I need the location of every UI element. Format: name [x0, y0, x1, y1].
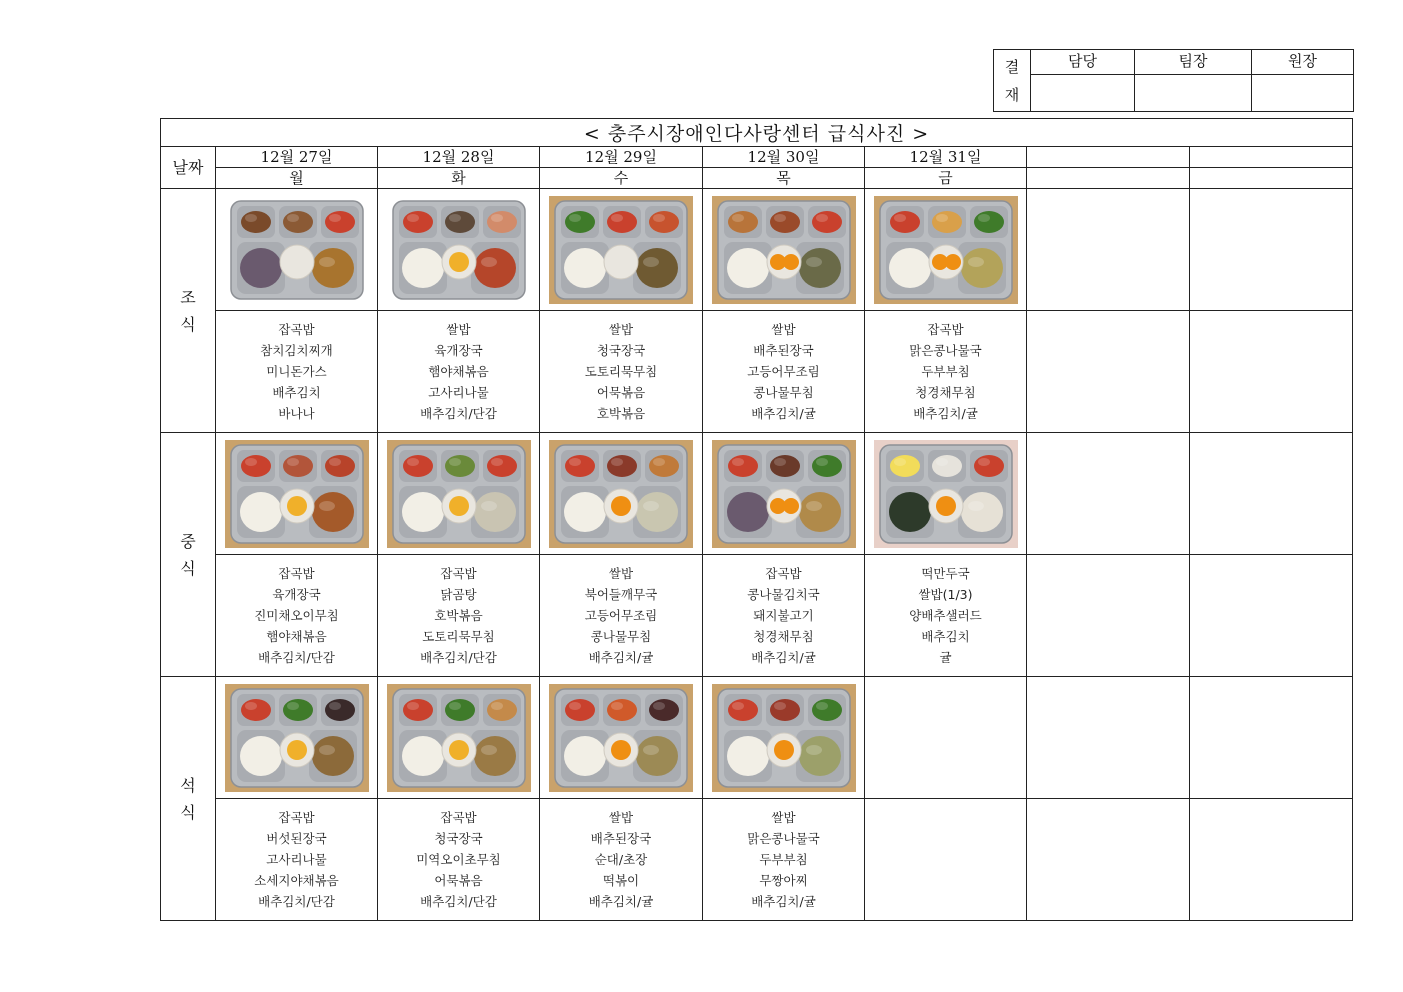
menu-item: 배추김치/귤 [751, 406, 816, 421]
menu-item: 미니돈가스 [266, 364, 327, 379]
dinner-photo-2 [387, 684, 531, 792]
menu-item: 콩나물김치국 [747, 587, 820, 602]
menu-item: 쌀밥 [608, 322, 634, 337]
menu-cell [216, 311, 378, 433]
menu-item: 배추된장국 [590, 831, 652, 846]
date-cell: 12월 31일 [865, 147, 1027, 168]
dinner-photo-3 [549, 684, 693, 792]
menu-item: 배추김치/귤 [751, 650, 816, 665]
photo-cell [1027, 189, 1190, 311]
menu-cell [865, 799, 1027, 921]
photo-cell [1027, 677, 1190, 799]
photo-cell [540, 433, 703, 555]
menu-cell [703, 799, 865, 921]
menu-item: 쌀밥 [446, 322, 471, 337]
menu-item: 떡만두국 [921, 566, 970, 581]
weekday-cell: 금 [865, 168, 1027, 189]
menu-item: 양배추샐러드 [909, 608, 982, 623]
menu-item: 순대/초장 [594, 852, 648, 867]
menu-item: 육개장국 [272, 587, 321, 602]
menu-item: 배추김치/단감 [420, 894, 497, 909]
sign-director [1252, 75, 1354, 112]
menu-item: 쌀밥 [608, 810, 634, 825]
role-staff: 담당 [1031, 50, 1135, 75]
menu-item: 육개장국 [434, 343, 483, 358]
role-director: 원장 [1252, 50, 1354, 75]
approval-box [993, 49, 1354, 112]
menu-item: 맑은콩나물국 [747, 831, 820, 846]
menu-cell [378, 799, 540, 921]
photo-cell [540, 677, 703, 799]
menu-item: 고등어무조림 [584, 608, 658, 623]
menu-item: 도토리묵무침 [584, 364, 658, 379]
menu-item: 잡곡밥 [278, 566, 315, 581]
menu-item: 햄야채볶음 [266, 629, 327, 644]
menu-item: 참치김치찌개 [260, 343, 333, 358]
menu-item: 배추김치/귤 [751, 894, 816, 909]
date-cell: 12월 30일 [703, 147, 865, 168]
meal-label-char: 식 [180, 802, 196, 822]
menu-item: 배추김치/귤 [913, 406, 978, 421]
approval-label [994, 50, 1031, 112]
menu-item: 미역오이초무침 [416, 852, 501, 867]
menu-item: 청국장국 [596, 343, 646, 358]
menu-item: 잡곡밥 [278, 322, 315, 337]
menu-cell [703, 311, 865, 433]
menu-item: 청경채무침 [915, 385, 976, 400]
menu-cell [1027, 555, 1190, 677]
menu-item: 버섯된장국 [266, 831, 327, 846]
menu-item: 쌀밥 [771, 322, 796, 337]
menu-item: 두부부침 [759, 852, 808, 867]
menu-item: 고사리나물 [428, 385, 489, 400]
approval-label-2: 재 [1004, 85, 1020, 104]
menu-item: 청국장국 [434, 831, 483, 846]
meal-label [161, 433, 216, 677]
menu-cell [1027, 799, 1190, 921]
dinner-photo-4 [712, 684, 856, 792]
menu-item: 잡곡밥 [927, 322, 964, 337]
menu-item: 잡곡밥 [440, 810, 477, 825]
menu-item: 콩나물무침 [753, 385, 814, 400]
menu-item: 배추김치/단감 [258, 894, 335, 909]
menu-item: 배추된장국 [753, 343, 814, 358]
menu-cell [540, 799, 703, 921]
menu-item: 떡볶이 [602, 873, 640, 888]
lunch-photo-5 [874, 440, 1018, 548]
menu-item: 배추김치/단감 [258, 650, 335, 665]
menu-item: 배추김치/단감 [420, 650, 497, 665]
sign-team-leader [1135, 75, 1252, 112]
menu-item: 콩나물무침 [590, 629, 652, 644]
date-cell [1027, 147, 1190, 168]
menu-cell [216, 799, 378, 921]
menu-cell [540, 555, 703, 677]
menu-cell [1190, 799, 1353, 921]
date-label: 날짜 [161, 147, 216, 189]
photo-cell [1190, 433, 1353, 555]
breakfast-photo-3 [549, 196, 693, 304]
photo-cell [865, 433, 1027, 555]
menu-item: 귤 [939, 650, 952, 665]
menu-item: 두부부침 [921, 364, 970, 379]
meal-photo-table [160, 118, 1353, 921]
menu-item: 쌀밥 [771, 810, 796, 825]
photo-cell [865, 189, 1027, 311]
photo-cell [216, 677, 378, 799]
weekday-cell [1190, 168, 1353, 189]
menu-item: 북어들깨무국 [584, 587, 658, 602]
lunch-photo-2 [387, 440, 531, 548]
photo-cell [703, 189, 865, 311]
breakfast-photo-2 [387, 196, 531, 304]
menu-item: 닭곰탕 [440, 587, 477, 602]
menu-item: 어묵볶음 [596, 385, 646, 400]
menu-item: 고사리나물 [266, 852, 327, 867]
meal-label-char: 중 [180, 531, 196, 551]
photo-cell [378, 677, 540, 799]
breakfast-photo-4 [712, 196, 856, 304]
photo-cell [703, 677, 865, 799]
meal-label [161, 189, 216, 433]
menu-item: 쌀밥(1/3) [918, 587, 973, 602]
menu-item: 햄야채볶음 [428, 364, 489, 379]
role-team-leader: 팀장 [1135, 50, 1252, 75]
photo-cell [378, 433, 540, 555]
menu-item: 호박볶음 [434, 608, 483, 623]
photo-cell [1027, 433, 1190, 555]
menu-item: 맑은콩나물국 [909, 343, 982, 358]
sign-staff [1031, 75, 1135, 112]
menu-item: 배추김치 [921, 629, 970, 644]
menu-item: 고등어무조림 [747, 364, 820, 379]
menu-item: 어묵볶음 [434, 873, 483, 888]
approval-label-1: 결 [1004, 57, 1020, 76]
lunch-photo-4 [712, 440, 856, 548]
meal-label-char: 식 [180, 558, 196, 578]
menu-cell [540, 311, 703, 433]
photo-cell [378, 189, 540, 311]
menu-cell [216, 555, 378, 677]
menu-item: 잡곡밥 [440, 566, 477, 581]
date-cell [1190, 147, 1353, 168]
weekday-cell: 목 [703, 168, 865, 189]
date-cell: 12월 28일 [378, 147, 540, 168]
menu-cell [1027, 311, 1190, 433]
photo-cell [540, 189, 703, 311]
menu-cell [865, 311, 1027, 433]
menu-cell [703, 555, 865, 677]
menu-cell [1190, 311, 1353, 433]
menu-cell [378, 555, 540, 677]
photo-cell [1190, 677, 1353, 799]
menu-item: 잡곡밥 [278, 810, 315, 825]
meal-label-char: 조 [180, 287, 196, 307]
menu-cell [865, 555, 1027, 677]
photo-cell [1190, 189, 1353, 311]
lunch-photo-3 [549, 440, 693, 548]
weekday-cell: 수 [540, 168, 703, 189]
menu-item: 배추김치 [272, 385, 321, 400]
menu-item: 바나나 [278, 406, 315, 421]
lunch-photo-1 [225, 440, 369, 548]
breakfast-photo-5 [874, 196, 1018, 304]
dinner-photo-1 [225, 684, 369, 792]
photo-cell [703, 433, 865, 555]
menu-item: 청경채무침 [753, 629, 814, 644]
meal-label [161, 677, 216, 921]
menu-item: 잡곡밥 [765, 566, 802, 581]
menu-item: 쌀밥 [608, 566, 634, 581]
photo-cell [216, 433, 378, 555]
photo-cell [865, 677, 1027, 799]
menu-item: 도토리묵무침 [422, 629, 495, 644]
menu-item: 무짱아찌 [759, 873, 808, 888]
menu-cell [1190, 555, 1353, 677]
meal-label-char: 식 [180, 314, 196, 334]
menu-item: 진미채오이무침 [254, 608, 339, 623]
menu-item: 배추김치/귤 [588, 894, 654, 909]
meal-label-char: 석 [180, 775, 196, 795]
breakfast-photo-1 [225, 196, 369, 304]
menu-item: 돼지불고기 [753, 608, 814, 623]
weekday-cell: 화 [378, 168, 540, 189]
date-cell: 12월 27일 [216, 147, 378, 168]
weekday-cell [1027, 168, 1190, 189]
menu-item: 소세지야채볶음 [254, 873, 339, 888]
page-title: < 충주시장애인다사랑센터 급식사진 > [161, 119, 1353, 147]
photo-cell [216, 189, 378, 311]
weekday-cell: 월 [216, 168, 378, 189]
menu-item: 호박볶음 [596, 406, 646, 421]
menu-item: 배추김치/단감 [420, 406, 497, 421]
menu-item: 배추김치/귤 [588, 650, 654, 665]
date-cell: 12월 29일 [540, 147, 703, 168]
menu-cell [378, 311, 540, 433]
